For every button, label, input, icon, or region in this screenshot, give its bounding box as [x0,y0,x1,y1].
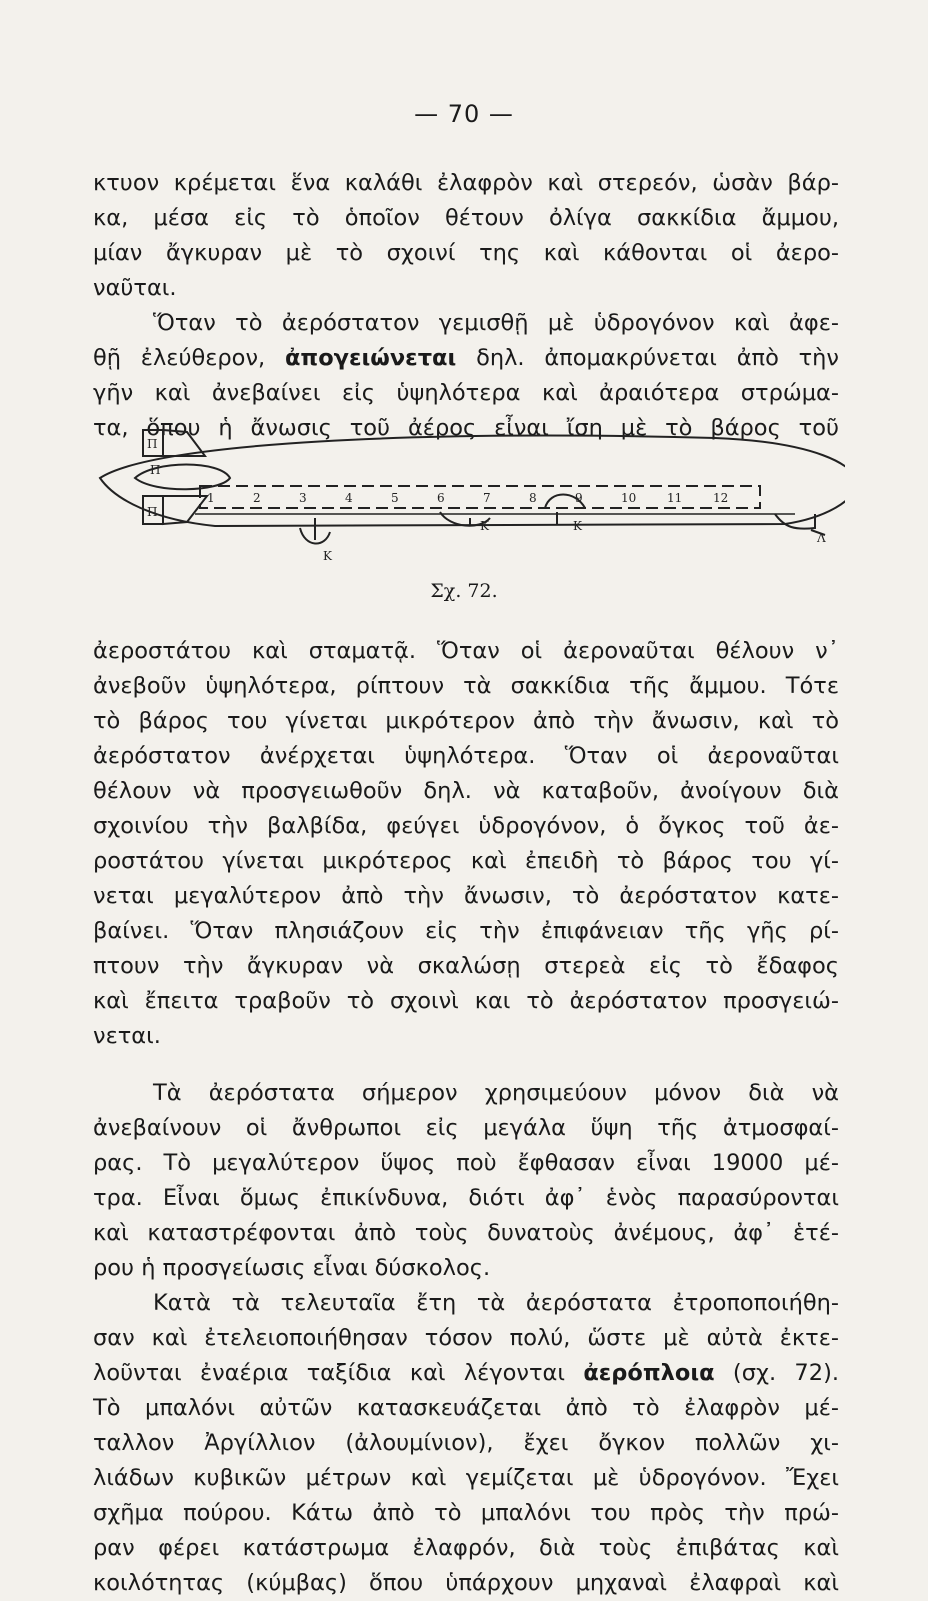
text-line: βαίνει. Ὅταν πλησιάζουν εἰς τὴν ἐπιφάνειαν τῆς γῆς ρί- [93,918,839,944]
segment-label: 4 [345,491,353,505]
text-line: τα, ὅπου ἡ ἄνωσις τοῦ ἀέρος εἶναι ἴση μὲ τὸ βάρος τοῦ [93,415,839,441]
text-fragment: (σχ. 72). [714,1360,839,1386]
text-line: ναῦται. [93,275,177,301]
text-fragment: θῇ ἐλεύθερον, [93,345,285,371]
text-line: ἀερόστατον ἀνέρχεται ὑψηλότερα. Ὅταν οἱ ἀεροναῦται [93,743,839,769]
segment-label: 6 [437,491,445,505]
text-line: σχοινίου τὴν βαλβίδα, φεύγει ὑδρογόνον, ὁ ὄγκος τοῦ ἀε- [93,813,839,839]
text-line: σχῆμα πούρου. Κάτω ἀπὸ τὸ μπαλόνι του πρὸς τὴν πρώ- [93,1500,839,1526]
text-line: ἀνεβαίνουν οἱ ἄνθρωποι εἰς μεγάλα ὕψη τῆς ἀτμοσφαί- [93,1115,839,1141]
text-line: πτουν τὴν ἄγκυραν νὰ σκαλώσῃ στερεὰ εἰς τὸ ἔδαφος [93,953,839,979]
text-line: ἀνεβοῦν ὑψηλότερα, ρίπτουν τὰ σακκίδια τῆς ἄμμου. Τότε [93,673,839,699]
figure-caption: Σχ. 72. [430,580,498,602]
text-fragment: λοῦνται ἐναέρια ταξίδια καὶ λέγονται [93,1360,584,1386]
label-tail-top: Π [147,437,158,451]
label-k1: Κ [323,549,332,563]
segment-label: 2 [253,491,261,505]
segment-label: 12 [713,491,729,505]
text-line: καὶ καταστρέφονται ἀπὸ τοὺς δυνατοὺς ἀνέμους, ἀφ᾽ ἑτέ- [93,1220,839,1246]
segment-label: 11 [667,491,683,505]
text-line: κοιλότητας (κύμβας) ὅπου ὑπάρχουν μηχαναὶ ἐλαφραὶ καὶ [93,1570,839,1596]
term-aeroploia: ἀερόπλοια [583,1360,715,1386]
text-line: κτυον κρέμεται ἕνα καλάθι ἐλαφρὸν καὶ στερεόν, ὡσὰν βάρ- [93,170,839,196]
text-line [93,341,839,376]
label-tail-bottom: Π [147,505,158,519]
text-line: τὸ βάρος του γίνεται μικρότερον ἀπὸ τὴν ἄνωσιν, καὶ τὸ [93,708,839,734]
text-line: ἀεροστάτου καὶ σταματᾷ. Ὅταν οἱ ἀεροναῦται θέλουν ν᾽ [93,638,839,664]
text-line: Κατὰ τὰ τελευταῖα ἔτη τὰ ἀερόστατα ἐτροποποιήθη- [153,1290,839,1316]
label-rudder: Π [150,463,161,477]
text-line: Τὸ μπαλόνι αὐτῶν κατασκευάζεται ἀπὸ τὸ ἐλαφρὸν μέ- [93,1395,839,1421]
text-line: νεται. [93,1023,161,1049]
paragraph-bottom [93,1076,839,1601]
text-line: Ὅταν τὸ ἀερόστατον γεμισθῇ μὲ ὑδρογόνον καὶ ἀφε- [153,310,839,336]
text-line [93,1356,839,1391]
text-line: κα, μέσα εἰς τὸ ὁποῖον θέτουν ὀλίγα σακκίδια ἄμμου, [93,205,839,231]
segment-label: 5 [391,491,399,505]
label-k3: Κ [573,519,582,533]
airship-figure [95,420,845,580]
label-k2: Κ [480,519,489,533]
paragraph-middle [93,634,839,1054]
text-line: μίαν ἄγκυραν μὲ τὸ σχοινί της καὶ κάθονται οἱ ἀερο- [93,240,839,266]
segment-label: 9 [575,491,583,505]
segment-label: 8 [529,491,537,505]
text-fragment: δηλ. ἀπομακρύνεται ἀπὸ τὴν [456,345,839,371]
text-line: ραν φέρει κατάστρωμα ἐλαφρόν, διὰ τοὺς ἐπιβάτας καὶ [93,1535,839,1561]
text-line: νεται μεγαλύτερον ἀπὸ τὴν ἄνωσιν, τὸ ἀερόστατον κατε- [93,883,839,909]
text-line: καὶ ἔπειτα τραβοῦν τὸ σχοινὶ και τὸ ἀερόστατον προσγειώ- [93,988,839,1014]
text-line: γῆν καὶ ἀνεβαίνει εἰς ὑψηλότερα καὶ ἀραιότερα στρώμα- [93,380,839,406]
label-lambda: Λ [817,531,826,545]
page-number: — 70 — [414,100,514,128]
airship-diagram [95,420,845,580]
segment-label: 7 [483,491,491,505]
text-line: λιάδων κυβικῶν μέτρων καὶ γεμίζεται μὲ ὑδρογόνον. Ἔχει [93,1465,839,1491]
text-line: θέλουν νὰ προσγειωθοῦν δηλ. νὰ καταβοῦν, ἀνοίγουν διὰ [93,778,839,804]
text-line: σαν καὶ ἐτελειοποιήθησαν τόσον πολύ, ὥστε μὲ αὐτὰ ἐκτε- [93,1325,839,1351]
term-apogeionetai: ἀπογειώνεται [284,345,457,371]
segment-label: 1 [207,491,215,505]
segment-label: 10 [621,491,637,505]
text-line: ρας. Τὸ μεγαλύτερον ὕψος ποὺ ἔφθασαν εἶναι 19000 μέ- [93,1150,839,1176]
segment-labels [207,491,728,505]
text-line: ρου ἡ προσγείωσις εἶναι δύσκολος. [93,1255,491,1281]
text-line: ταλλον Ἀργίλλιον (ἀλουμίνιον), ἔχει ὄγκον πολλῶν χι- [93,1430,839,1456]
text-line: ροστάτου γίνεται μικρότερος καὶ ἐπειδὴ τὸ βάρος του γί- [93,848,839,874]
paragraph-top [93,166,839,446]
text-line: Τὰ ἀερόστατα σήμερον χρησιμεύουν μόνον διὰ νὰ [153,1080,839,1106]
segment-label: 3 [299,491,307,505]
text-line: τρα. Εἶναι ὅμως ἐπικίνδυνα, διότι ἀφ᾽ ἑνὸς παρασύρονται [93,1185,839,1211]
